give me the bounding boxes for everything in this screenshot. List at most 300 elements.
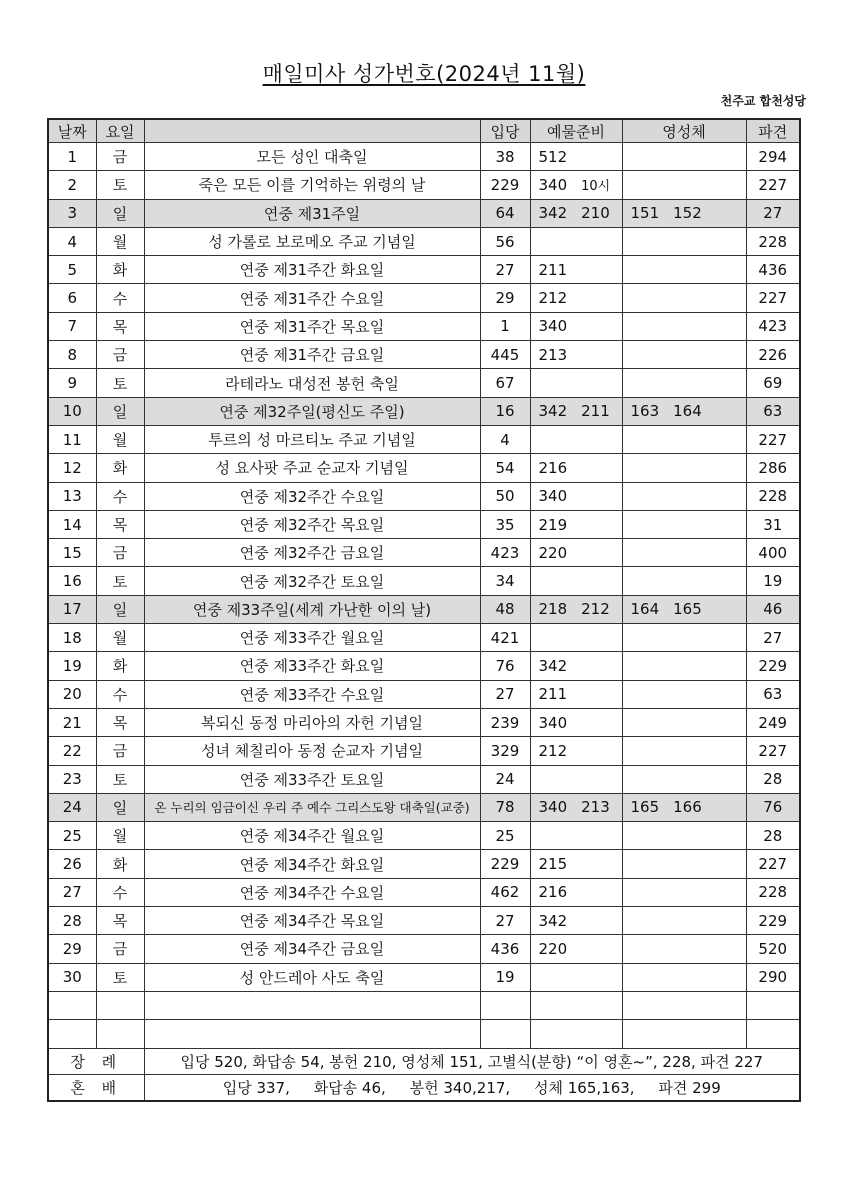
row-celebration: 연중 제33주간 토요일 [144, 765, 480, 793]
row-offertory [530, 454, 622, 482]
row-celebration: 성녀 체칠리아 동정 순교자 기념일 [144, 737, 480, 765]
offertory-hymn-1: 215 [538, 855, 568, 874]
row-recessional: 27 [746, 199, 800, 227]
table-row [48, 171, 800, 199]
row-offertory [530, 595, 622, 623]
offertory-hymn-1: 218 [538, 600, 568, 619]
row-recessional: 229 [746, 652, 800, 680]
row-recessional: 286 [746, 454, 800, 482]
row-day: 금 [96, 341, 144, 369]
header-entrance: 입당 [480, 119, 530, 143]
row-offertory [530, 737, 622, 765]
offertory-hymn-1: 216 [538, 883, 568, 902]
funeral-hymns: 입당 520, 화답송 54, 봉헌 210, 영성체 151, 고별식(분향) “이 영혼~”, 228, 파견 227 [144, 1048, 800, 1074]
row-communion [622, 765, 746, 793]
row-recessional: 63 [746, 397, 800, 425]
row-offertory [530, 652, 622, 680]
row-offertory [530, 199, 622, 227]
table-row [48, 227, 800, 255]
row-date: 13 [48, 482, 96, 510]
table-row [48, 199, 800, 227]
row-recessional: 227 [746, 737, 800, 765]
row-celebration: 연중 제33주간 월요일 [144, 624, 480, 652]
row-communion [622, 369, 746, 397]
row-communion [622, 397, 746, 425]
offertory-hymn-1: 340 [538, 798, 568, 817]
header-date: 날짜 [48, 119, 96, 143]
row-date: 21 [48, 708, 96, 736]
row-celebration: 연중 제32주간 목요일 [144, 510, 480, 538]
communion-hymn-1: 151 [630, 204, 660, 223]
table-row [48, 482, 800, 510]
header-offertory: 예물준비 [530, 119, 622, 143]
communion-hymn-2: 165 [673, 600, 702, 619]
row-recessional: 226 [746, 341, 800, 369]
row-date [48, 1020, 96, 1048]
row-communion [622, 567, 746, 595]
row-recessional: 400 [746, 539, 800, 567]
row-communion [622, 624, 746, 652]
row-entrance: 24 [480, 765, 530, 793]
row-celebration [144, 991, 480, 1019]
row-day: 목 [96, 708, 144, 736]
row-offertory [530, 539, 622, 567]
row-communion [622, 425, 746, 453]
row-celebration: 모든 성인 대축일 [144, 143, 480, 171]
row-day: 금 [96, 737, 144, 765]
row-date: 19 [48, 652, 96, 680]
table-row [48, 708, 800, 736]
row-entrance: 48 [480, 595, 530, 623]
organization-name: 천주교 합천성당 [720, 94, 806, 108]
row-offertory [530, 1020, 622, 1048]
offertory-hymn-1: 212 [538, 289, 568, 308]
row-date: 17 [48, 595, 96, 623]
row-celebration: 죽은 모든 이를 기억하는 위령의 날 [144, 171, 480, 199]
row-offertory [530, 143, 622, 171]
row-date: 16 [48, 567, 96, 595]
row-recessional: 520 [746, 935, 800, 963]
table-row [48, 793, 800, 821]
page-title: 매일미사 성가번호(2024년 11월) [262, 62, 586, 86]
offertory-hymn-2: 210 [581, 204, 610, 223]
row-date: 6 [48, 284, 96, 312]
row-day: 토 [96, 369, 144, 397]
row-celebration: 복되신 동정 마리아의 자헌 기념일 [144, 708, 480, 736]
wedding-hymns: 입당 337, 화답송 46, 봉헌 340,217, 성체 165,163, 파견 299 [144, 1074, 800, 1101]
row-entrance: 4 [480, 425, 530, 453]
offertory-hymn-2: 212 [581, 600, 610, 619]
row-entrance: 35 [480, 510, 530, 538]
row-entrance: 19 [480, 963, 530, 991]
row-celebration [144, 1020, 480, 1048]
row-date: 9 [48, 369, 96, 397]
row-offertory [530, 227, 622, 255]
offertory-hymn-1: 220 [538, 939, 568, 958]
row-day: 목 [96, 510, 144, 538]
row-communion [622, 1020, 746, 1048]
row-celebration: 연중 제32주일(평신도 주일) [144, 397, 480, 425]
row-communion [622, 708, 746, 736]
row-communion [622, 227, 746, 255]
row-offertory [530, 850, 622, 878]
table-header-row [48, 119, 800, 143]
row-recessional: 227 [746, 284, 800, 312]
row-offertory [530, 510, 622, 538]
offertory-hymn-1: 340 [538, 176, 568, 195]
row-recessional: 228 [746, 482, 800, 510]
row-day: 일 [96, 199, 144, 227]
row-communion [622, 482, 746, 510]
row-celebration: 연중 제31주간 화요일 [144, 256, 480, 284]
row-recessional: 69 [746, 369, 800, 397]
row-recessional: 19 [746, 567, 800, 595]
row-date: 28 [48, 907, 96, 935]
offertory-hymn-1: 340 [538, 317, 568, 336]
row-day: 월 [96, 624, 144, 652]
row-communion [622, 991, 746, 1019]
row-entrance: 27 [480, 907, 530, 935]
row-communion [622, 595, 746, 623]
row-communion [622, 822, 746, 850]
row-day: 금 [96, 143, 144, 171]
row-entrance: 50 [480, 482, 530, 510]
row-date: 2 [48, 171, 96, 199]
row-entrance: 67 [480, 369, 530, 397]
table-row [48, 822, 800, 850]
row-date: 24 [48, 793, 96, 821]
row-communion [622, 341, 746, 369]
table-row [48, 595, 800, 623]
row-offertory [530, 341, 622, 369]
row-communion [622, 312, 746, 340]
row-entrance: 436 [480, 935, 530, 963]
row-day: 화 [96, 256, 144, 284]
row-day: 토 [96, 567, 144, 595]
offertory-hymn-1: 342 [538, 402, 568, 421]
table-row [48, 510, 800, 538]
communion-hymn-2: 152 [673, 204, 702, 223]
communion-hymn-1: 163 [630, 402, 660, 421]
row-entrance: 16 [480, 397, 530, 425]
row-entrance: 54 [480, 454, 530, 482]
row-communion [622, 907, 746, 935]
row-day: 화 [96, 652, 144, 680]
offertory-hymn-1: 219 [538, 515, 568, 534]
row-celebration: 연중 제31주간 금요일 [144, 341, 480, 369]
row-date: 11 [48, 425, 96, 453]
row-communion [622, 199, 746, 227]
row-celebration: 연중 제34주간 화요일 [144, 850, 480, 878]
row-date: 7 [48, 312, 96, 340]
row-communion [622, 256, 746, 284]
row-date [48, 991, 96, 1019]
row-entrance: 421 [480, 624, 530, 652]
row-day: 금 [96, 935, 144, 963]
row-entrance [480, 991, 530, 1019]
row-date: 3 [48, 199, 96, 227]
table-row [48, 312, 800, 340]
row-offertory [530, 963, 622, 991]
communion-hymn-1: 165 [630, 798, 660, 817]
row-communion [622, 793, 746, 821]
row-date: 18 [48, 624, 96, 652]
row-day: 일 [96, 793, 144, 821]
row-date: 25 [48, 822, 96, 850]
row-entrance [480, 1020, 530, 1048]
row-date: 15 [48, 539, 96, 567]
offertory-hymn-1: 340 [538, 713, 568, 732]
offertory-hymn-2: 10시 [581, 179, 611, 195]
offertory-hymn-1: 216 [538, 458, 568, 477]
row-entrance: 34 [480, 567, 530, 595]
row-communion [622, 510, 746, 538]
row-recessional: 227 [746, 171, 800, 199]
row-entrance: 462 [480, 878, 530, 906]
row-day [96, 991, 144, 1019]
row-date: 12 [48, 454, 96, 482]
header-name [144, 119, 480, 143]
table-row [48, 737, 800, 765]
row-entrance: 76 [480, 652, 530, 680]
offertory-hymn-1: 342 [538, 911, 568, 930]
table-row [48, 567, 800, 595]
table-row [48, 1020, 800, 1048]
row-entrance: 329 [480, 737, 530, 765]
row-recessional: 423 [746, 312, 800, 340]
row-day: 토 [96, 171, 144, 199]
table-row [48, 935, 800, 963]
row-entrance: 239 [480, 708, 530, 736]
offertory-hymn-1: 211 [538, 260, 568, 279]
row-entrance: 1 [480, 312, 530, 340]
row-offertory [530, 397, 622, 425]
row-offertory [530, 284, 622, 312]
row-recessional: 436 [746, 256, 800, 284]
table-row [48, 341, 800, 369]
row-celebration: 성 안드레아 사도 축일 [144, 963, 480, 991]
row-offertory [530, 369, 622, 397]
row-communion [622, 850, 746, 878]
row-celebration: 연중 제31주간 수요일 [144, 284, 480, 312]
row-recessional: 294 [746, 143, 800, 171]
row-day [96, 1020, 144, 1048]
row-recessional: 27 [746, 624, 800, 652]
row-entrance: 25 [480, 822, 530, 850]
offertory-hymn-2: 211 [581, 402, 610, 421]
row-recessional: 31 [746, 510, 800, 538]
row-date: 30 [48, 963, 96, 991]
row-communion [622, 539, 746, 567]
row-day: 일 [96, 397, 144, 425]
row-offertory [530, 256, 622, 284]
row-offertory [530, 765, 622, 793]
row-entrance: 64 [480, 199, 530, 227]
offertory-hymn-1: 211 [538, 685, 568, 704]
row-day: 월 [96, 227, 144, 255]
row-recessional [746, 1020, 800, 1048]
table-row [48, 143, 800, 171]
row-recessional: 228 [746, 227, 800, 255]
row-celebration: 연중 제34주간 수요일 [144, 878, 480, 906]
offertory-hymn-1: 213 [538, 345, 568, 364]
table-row [48, 652, 800, 680]
row-communion [622, 935, 746, 963]
row-day: 화 [96, 454, 144, 482]
row-recessional: 28 [746, 765, 800, 793]
row-offertory [530, 935, 622, 963]
row-entrance: 27 [480, 256, 530, 284]
row-celebration: 연중 제31주일 [144, 199, 480, 227]
row-entrance: 423 [480, 539, 530, 567]
row-date: 29 [48, 935, 96, 963]
wedding-row [48, 1074, 800, 1101]
funeral-row [48, 1048, 800, 1074]
row-date: 23 [48, 765, 96, 793]
table-row [48, 624, 800, 652]
row-entrance: 78 [480, 793, 530, 821]
table-row [48, 369, 800, 397]
funeral-label: 장 례 [48, 1048, 144, 1074]
row-day: 목 [96, 312, 144, 340]
table-row [48, 284, 800, 312]
row-day: 화 [96, 850, 144, 878]
offertory-hymn-1: 342 [538, 656, 568, 675]
row-celebration: 성 가롤로 보로메오 주교 기념일 [144, 227, 480, 255]
row-entrance: 29 [480, 284, 530, 312]
row-communion [622, 878, 746, 906]
row-entrance: 229 [480, 171, 530, 199]
row-offertory [530, 907, 622, 935]
row-recessional: 63 [746, 680, 800, 708]
row-communion [622, 454, 746, 482]
row-day: 수 [96, 680, 144, 708]
row-communion [622, 143, 746, 171]
table-row [48, 878, 800, 906]
row-entrance: 27 [480, 680, 530, 708]
row-day: 수 [96, 878, 144, 906]
offertory-hymn-1: 512 [538, 147, 568, 166]
row-offertory [530, 822, 622, 850]
row-day: 월 [96, 822, 144, 850]
row-communion [622, 680, 746, 708]
row-date: 8 [48, 341, 96, 369]
table-row [48, 256, 800, 284]
row-date: 20 [48, 680, 96, 708]
row-day: 토 [96, 963, 144, 991]
row-day: 수 [96, 482, 144, 510]
row-date: 4 [48, 227, 96, 255]
row-recessional [746, 991, 800, 1019]
row-celebration: 연중 제32주간 수요일 [144, 482, 480, 510]
row-entrance: 56 [480, 227, 530, 255]
row-entrance: 38 [480, 143, 530, 171]
row-day: 금 [96, 539, 144, 567]
row-communion [622, 737, 746, 765]
row-recessional: 46 [746, 595, 800, 623]
table-row [48, 850, 800, 878]
row-offertory [530, 680, 622, 708]
table-row [48, 454, 800, 482]
row-date: 27 [48, 878, 96, 906]
table-row [48, 539, 800, 567]
row-celebration: 연중 제34주간 월요일 [144, 822, 480, 850]
wedding-label: 혼 배 [48, 1074, 144, 1101]
header-recessional: 파견 [746, 119, 800, 143]
row-celebration: 연중 제33주간 수요일 [144, 680, 480, 708]
row-recessional: 249 [746, 708, 800, 736]
row-communion [622, 963, 746, 991]
row-offertory [530, 991, 622, 1019]
table-row [48, 425, 800, 453]
table-row [48, 765, 800, 793]
row-offertory [530, 793, 622, 821]
offertory-hymn-1: 212 [538, 741, 568, 760]
table-row [48, 680, 800, 708]
row-day: 일 [96, 595, 144, 623]
row-celebration: 투르의 성 마르티노 주교 기념일 [144, 425, 480, 453]
header-day: 요일 [96, 119, 144, 143]
header-communion: 영성체 [622, 119, 746, 143]
row-day: 토 [96, 765, 144, 793]
row-offertory [530, 624, 622, 652]
table-row [48, 397, 800, 425]
row-recessional: 227 [746, 850, 800, 878]
row-celebration: 연중 제34주간 목요일 [144, 907, 480, 935]
row-recessional: 76 [746, 793, 800, 821]
row-celebration: 연중 제32주간 토요일 [144, 567, 480, 595]
row-recessional: 290 [746, 963, 800, 991]
row-offertory [530, 425, 622, 453]
row-date: 10 [48, 397, 96, 425]
row-communion [622, 652, 746, 680]
row-recessional: 229 [746, 907, 800, 935]
row-celebration: 연중 제31주간 목요일 [144, 312, 480, 340]
table-row [48, 963, 800, 991]
row-offertory [530, 708, 622, 736]
row-date: 14 [48, 510, 96, 538]
row-day: 수 [96, 284, 144, 312]
table-row [48, 991, 800, 1019]
row-offertory [530, 171, 622, 199]
row-offertory [530, 878, 622, 906]
row-celebration: 성 요사팟 주교 순교자 기념일 [144, 454, 480, 482]
row-celebration: 연중 제34주간 금요일 [144, 935, 480, 963]
row-entrance: 229 [480, 850, 530, 878]
row-offertory [530, 312, 622, 340]
row-offertory [530, 482, 622, 510]
row-celebration: 연중 제33주일(세계 가난한 이의 날) [144, 595, 480, 623]
offertory-hymn-1: 220 [538, 543, 568, 562]
row-recessional: 227 [746, 425, 800, 453]
offertory-hymn-2: 213 [581, 798, 610, 817]
row-entrance: 445 [480, 341, 530, 369]
row-celebration: 라테라노 대성전 봉헌 축일 [144, 369, 480, 397]
row-offertory [530, 567, 622, 595]
row-date: 1 [48, 143, 96, 171]
offertory-hymn-1: 342 [538, 204, 568, 223]
row-celebration: 온 누리의 임금이신 우리 주 예수 그리스도왕 대축일(교중) [144, 793, 480, 821]
row-day: 목 [96, 907, 144, 935]
row-recessional: 28 [746, 822, 800, 850]
communion-hymn-2: 166 [673, 798, 702, 817]
row-celebration: 연중 제33주간 화요일 [144, 652, 480, 680]
offertory-hymn-1: 340 [538, 487, 568, 506]
row-celebration: 연중 제32주간 금요일 [144, 539, 480, 567]
row-recessional: 228 [746, 878, 800, 906]
hymn-schedule-table [47, 118, 801, 1102]
communion-hymn-2: 164 [673, 402, 702, 421]
